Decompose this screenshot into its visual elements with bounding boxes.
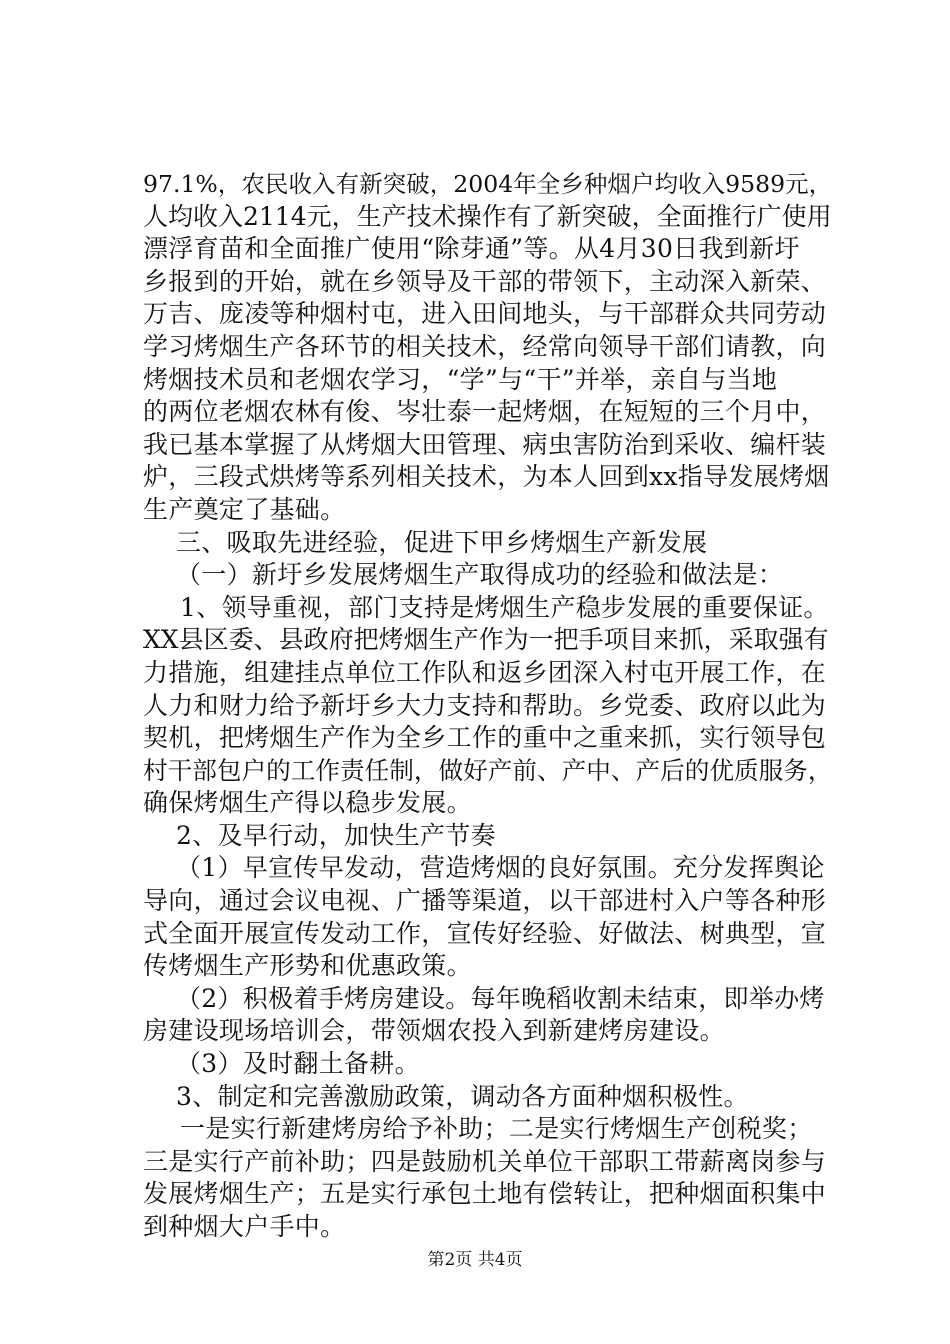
text-line: 生产奠定了基础。 — [143, 494, 346, 524]
text-line: （3）及时翻土备耕。 — [176, 1049, 420, 1079]
text-line: 人力和财力给予新圩乡大力支持和帮助。乡党委、政府以此为 — [143, 690, 827, 720]
text-line: 式全面开展宣传发动工作，宣传好经验、好做法、树典型，宣 — [143, 918, 827, 948]
text-line: （一）新圩乡发展烤烟生产取得成功的经验和做法是： — [176, 560, 784, 590]
text-line: （2）积极着手烤房建设。每年晚稻收割未结束，即举办烤 — [176, 983, 825, 1013]
text-line: 我已基本掌握了从烤烟大田管理、病虫害防治到采收、编杆装 — [143, 429, 827, 459]
text-line: 97.1%，农民收入有新突破，2004年全乡种烟户均收入9589元， — [143, 170, 833, 198]
text-line: 发展烤烟生产；五是实行承包土地有偿转让，把种烟面积集中 — [143, 1179, 827, 1209]
text-line: （1）早宣传早发动，营造烤烟的良好氛围。充分发挥舆论 — [176, 853, 825, 883]
text-line: 契机，把烤烟生产作为全乡工作的重中之重来抓，实行领导包 — [143, 723, 827, 753]
text-line: 漂浮育苗和全面推广使用“除芽通”等。从4月30日我到新圩 — [143, 234, 800, 264]
text-line: 乡报到的开始，就在乡领导及干部的带领下，主动深入新荣、 — [143, 266, 827, 296]
text-line: 村干部包户的工作责任制，做好产前、产中、产后的优质服务， — [143, 755, 833, 785]
text-line: 人均收入2114元，生产技术操作有了新突破，全面推行广使用 — [143, 201, 832, 231]
text-line: 一是实行新建烤房给予补助；二是实行烤烟生产创税奖； — [180, 1114, 813, 1144]
text-line: 炉，三段式烘烤等系列相关技术，为本人回到xx指导发展烤烟 — [143, 462, 830, 492]
text-line: 学习烤烟生产各环节的相关技术，经常向领导干部们请教，向 — [143, 331, 827, 361]
text-line: 的两位老烟农林有俊、岑壮泰一起烤烟，在短短的三个月中， — [143, 397, 827, 427]
text-line: 万吉、庞凌等种烟村屯，进入田间地头，与干部群众共同劳动 — [143, 299, 827, 329]
text-line: 3、制定和完善激励政策，调动各方面种烟积极性。 — [176, 1081, 749, 1111]
text-line: 到种烟大户手中。 — [143, 1212, 346, 1241]
text-line: 确保烤烟生产得以稳步发展。 — [143, 788, 472, 818]
text-line: 烤烟技术员和老烟农学习，“学”与“干”并举，亲自与当地 — [143, 364, 778, 394]
text-line: 力措施，组建挂点单位工作队和返乡团深入村屯开展工作，在 — [143, 657, 827, 687]
page-footer: 第2页 共4页 — [427, 1250, 523, 1270]
text-line: 三、吸取先进经验，促进下甲乡烤烟生产新发展 — [176, 527, 708, 557]
text-line: 房建设现场培训会，带领烟农投入到新建烤房建设。 — [143, 1016, 725, 1046]
text-line: XX县区委、县政府把烤烟生产作为一把手项目来抓，采取强有 — [143, 625, 829, 655]
text-line: 传烤烟生产形势和优惠政策。 — [143, 951, 472, 981]
text-line: 1、领导重视，部门支持是烤烟生产稳步发展的重要保证。 — [180, 592, 829, 622]
text-line: 2、及早行动，加快生产节奏 — [176, 820, 496, 850]
document-body — [143, 168, 833, 1244]
text-line: 三是实行产前补助；四是鼓励机关单位干部职工带薪离岗参与 — [143, 1146, 827, 1176]
text-line: 导向，通过会议电视、广播等渠道，以干部进村入户等各种形 — [143, 886, 827, 916]
